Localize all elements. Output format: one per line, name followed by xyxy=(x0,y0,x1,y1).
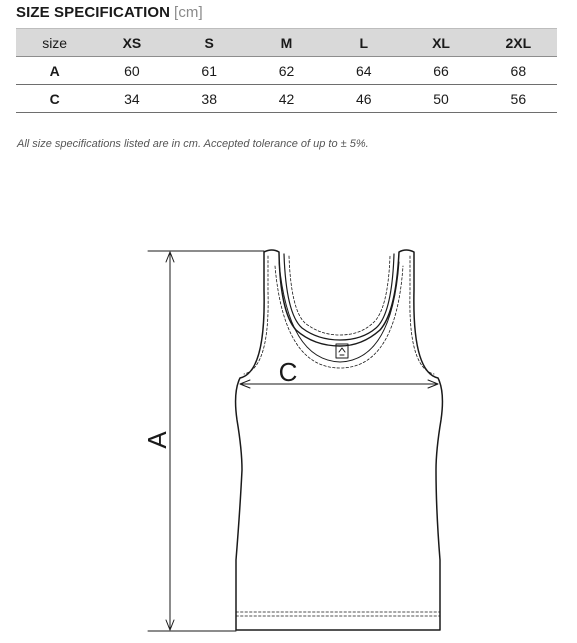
garment-outline xyxy=(236,250,443,630)
dimension-c-label: C xyxy=(278,357,298,387)
column-header: L xyxy=(325,29,402,57)
row-label: C xyxy=(16,85,93,113)
column-header: S xyxy=(171,29,248,57)
row-label: A xyxy=(16,57,93,85)
table-cell: 64 xyxy=(325,57,402,85)
table-cell: 60 xyxy=(93,57,170,85)
table-cell: 50 xyxy=(402,85,479,113)
column-header: size xyxy=(16,29,93,57)
title-text: SIZE SPECIFICATION xyxy=(16,4,171,21)
table-cell: 38 xyxy=(171,85,248,113)
table-cell: 62 xyxy=(248,57,325,85)
column-header: XL xyxy=(402,29,479,57)
title-unit: [cm] xyxy=(174,4,203,21)
neckline-stitching xyxy=(289,256,390,335)
label-logo-icon xyxy=(339,348,345,355)
tolerance-note: All size specifications listed are in cm. Accepted tolerance of up to ± 5%. xyxy=(17,138,369,150)
table-cell: 56 xyxy=(480,85,557,113)
table-cell: 61 xyxy=(171,57,248,85)
table-cell: 42 xyxy=(248,85,325,113)
column-header: M xyxy=(248,29,325,57)
column-header: 2XL xyxy=(480,29,557,57)
dimension-a-label: A xyxy=(142,431,172,449)
table-cell: 46 xyxy=(325,85,402,113)
column-header: XS xyxy=(93,29,170,57)
table-cell: 66 xyxy=(402,57,479,85)
table-cell: 34 xyxy=(93,85,170,113)
table-cell: 68 xyxy=(480,57,557,85)
neckline-binding xyxy=(284,254,394,340)
